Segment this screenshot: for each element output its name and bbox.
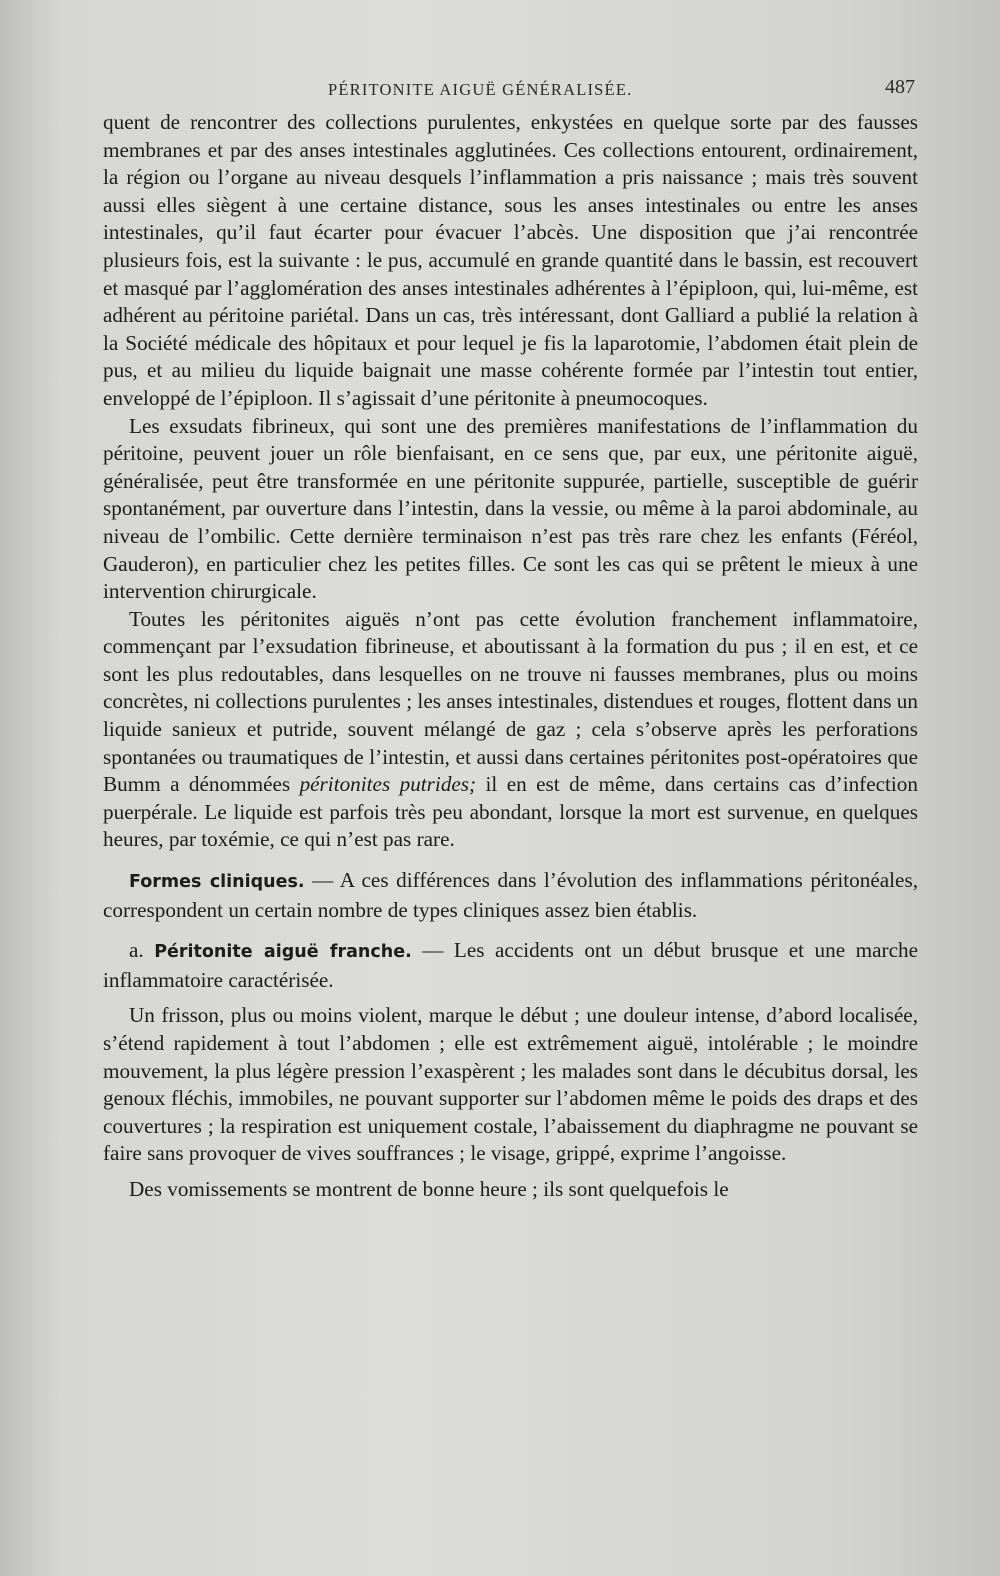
paragraph-3-text-a: Toutes les péritonites aiguës n’ont pas cette évolution franchement inflammatoire, commençant par l’exsudation fibrineuse, et aboutissant à la formation du pus ; il en est, et ce sont les plus redoutables, dans lesquelles on ne trouve ni fausses membranes, plus ou moins concrètes, ni collections purulentes ; les anses intestinales, distendues et rouges, flottent dans un liquide sanieux et putride, souvent mélangé de gaz ; cela s’observe après les perforations spontanées ou traumatiques de l’intestin, et aussi dans certaines péritonites post-opératoires que Bumm a dénommées xyxy=(103,606,918,797)
paragraph-2: Les exsudats fibrineux, qui sont une des premières manifestations de l’inflammation du péritoine, peuvent jouer un rôle bienfaisant, en ce sens que, par eux, une péritonite aiguë, généralisée, peut être transformée en une péritonite suppurée, partielle, susceptible de guérir spontanément, par ouverture dans l’intestin, dans la vessie, ou même à la paroi abdominale, au niveau de l’ombilic. Cette dernière terminaison n’est pas très rare chez les enfants (Féréol, Gauderon), en particulier chez les petites filles. Ce sont les cas qui se prêtent le mieux à une intervention chirurgicale. xyxy=(103,413,918,604)
paragraph-6: Un frisson, plus ou moins violent, marque le début ; une douleur intense, d’abord localisée, s’étend rapidement à tout l’abdomen ; elle est extrêmement aiguë, intolérable ; le moindre mouvement, la plus légère pression l’exaspèrent ; les malades sont dans le décubitus dorsal, les genoux fléchis, immobiles, ne pouvant supporter sur l’abdomen même le poids des draps et des couvertures ; la respiration est uniquement costale, l’abaissement du diaphragme ne pouvant se faire sans provoquer de vives souffrances ; le visage, grippé, exprime l’angoisse. xyxy=(103,1003,918,1166)
section-heading-peritonite-franche: Péritonite aiguë franche. xyxy=(154,942,412,963)
paragraph-4-text: — A ces différences dans l’évolution des inflammations péritonéales, correspondent un certain nombre de types cliniques assez bien établis. xyxy=(103,868,918,922)
list-letter: a. xyxy=(129,938,155,963)
italic-term: péritonites putrides; xyxy=(299,772,477,797)
body-text xyxy=(103,109,918,1204)
paragraph-5-text: — Les accidents ont un début brusque et une marche inflammatoire caractérisée. xyxy=(103,938,918,992)
paragraph-3-text-b: il en est de même, dans certains cas d’infection puerpérale. Le liquide est parfois très peu abondant, lorsque la mort est survenue, en quelques heures, par toxémie, ce qui n’est pas rare. xyxy=(103,772,918,852)
running-title: PÉRITONITE AIGUË GÉNÉRALISÉE. xyxy=(328,80,633,99)
paragraph-7: Des vomissements se montrent de bonne heure ; ils sont quelquefois le xyxy=(129,1176,729,1201)
page-header xyxy=(100,76,915,102)
section-heading-formes-cliniques: Formes cliniques. xyxy=(129,872,305,893)
paragraph-3 xyxy=(103,606,918,854)
paragraph-peritonite-franche xyxy=(103,937,918,994)
page-number: 487 xyxy=(885,76,915,98)
paragraph-1: quent de rencontrer des collections purulentes, enkystées en quelque sorte par des fausses membranes et par des anses intestinales agglutinées. Ces collections entourent, ordinairement, la région ou l’organe au niveau desquels l’inflammation a pris naissance ; mais très souvent aussi elles siègent à une certaine distance, sous les anses intestinales ou entre les anses intestinales, qu’il faut écarter pour évacuer l’abcès. Une disposition que j’ai rencontrée plusieurs fois, est la suivante : le pus, accumulé en grande quantité dans le bassin, est recouvert et masqué par l’agglomération des anses intestinales adhérentes à l’épiploon, qui, lui-même, est adhérent au péritoine pariétal. Dans un cas, très intéressant, dont Galliard a publié la relation à la Société médicale des hôpitaux et pour lequel je fis la laparotomie, l’abdomen était plein de pus, et au milieu du liquide baignait une masse cohérente formée par l’intestin tout entier, enveloppé de l’épiploon. Il s’agissait d’une péritonite à pneumocoques. xyxy=(103,110,918,410)
paragraph-formes-cliniques xyxy=(103,867,918,924)
